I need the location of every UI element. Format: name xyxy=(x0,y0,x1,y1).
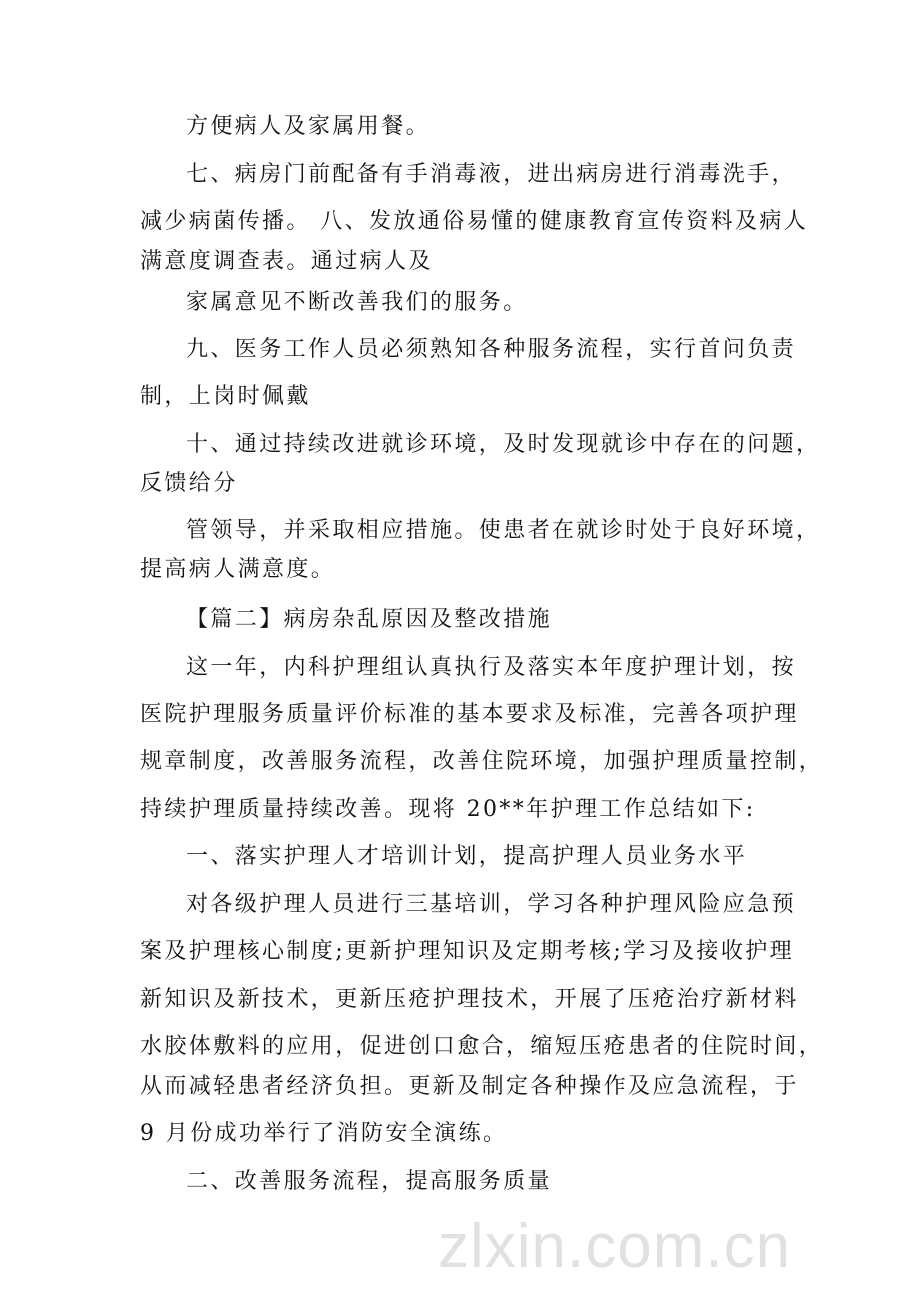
text-line: 提高病人满意度。 xyxy=(140,557,336,582)
text-line: 七、病房门前配备有手消毒液，进出病房进行消毒洗手， xyxy=(186,162,797,187)
text-line: 十、通过持续改进就诊环境，及时发现就诊中存在的问题， xyxy=(186,432,821,457)
text-line: 减少病菌传播。 八、发放通俗易懂的健康教育宣传资料及病人 xyxy=(140,209,809,234)
text-line: 方便病人及家属用餐。 xyxy=(186,114,431,139)
section-heading: 【篇二】病房杂乱原因及整改措施 xyxy=(186,607,553,632)
text-line: 从而减轻患者经济负担。更新及制定各种操作及应急流程，于 xyxy=(140,1074,799,1099)
text-line: 医院护理服务质量评价标准的基本要求及标准，完善各项护理 xyxy=(140,702,799,727)
text-line: 新知识及新技术，更新压疮护理技术，开展了压疮治疗新材料 xyxy=(140,987,799,1012)
text-line: 9 月份成功举行了消防安全演练。 xyxy=(140,1121,508,1146)
text-line: 家属意见不断改善我们的服务。 xyxy=(186,290,528,315)
text-line: 持续护理质量持续改善。现将 20**年护理工作总结如下: xyxy=(140,797,756,822)
text-line: 这一年，内科护理组认真执行及落实本年度护理计划，按 xyxy=(186,655,797,680)
text-line: 反馈给分 xyxy=(140,471,238,496)
text-line: 案及护理核心制度;更新护理知识及定期考核;学习及接收护理 xyxy=(140,939,795,964)
text-line: 水胶体敷料的应用，促进创口愈合，缩短压疮患者的住院时间， xyxy=(140,1034,824,1059)
text-line: 对各级护理人员进行三基培训，学习各种护理风险应急预 xyxy=(186,892,797,917)
text-line: 规章制度，改善服务流程，改善住院环境，加强护理质量控制， xyxy=(140,749,824,774)
text-line: 满意度调查表。通过病人及 xyxy=(140,249,433,274)
text-line: 九、医务工作人员必须熟知各种服务流程，实行首问负责 xyxy=(186,337,797,362)
text-line: 制，上岗时佩戴 xyxy=(140,384,311,409)
text-line: 管领导，并采取相应措施。使患者在就诊时处于良好环境， xyxy=(186,518,821,543)
watermark: zlxin.com.cn xyxy=(438,1212,792,1281)
text-line: 二、改善服务流程，提高服务质量 xyxy=(186,1169,553,1194)
text-line: 一、落实护理人才培训计划，提高护理人员业务水平 xyxy=(186,844,748,869)
